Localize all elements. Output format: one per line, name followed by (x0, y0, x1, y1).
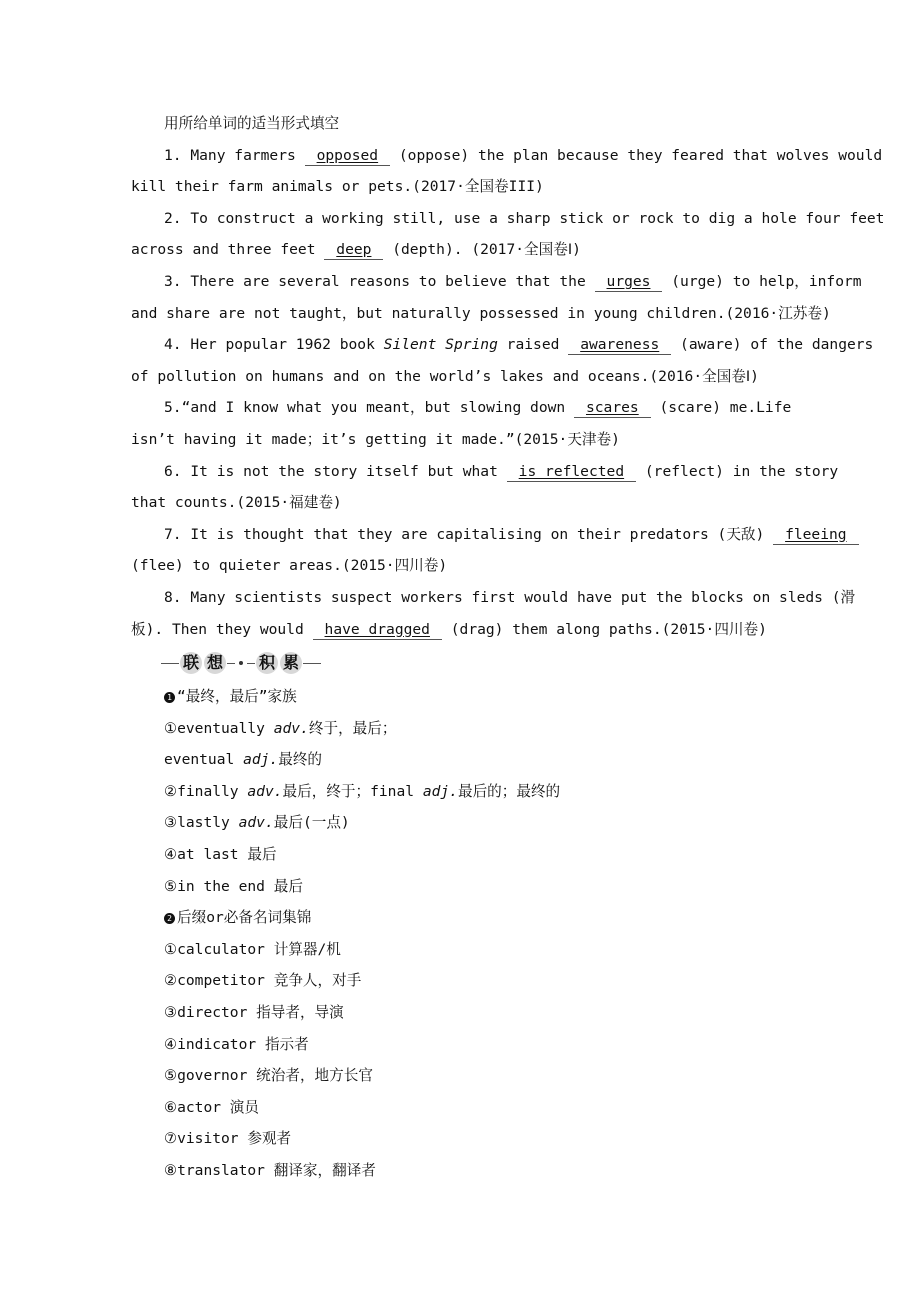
answer-blank: urges (595, 273, 663, 292)
question-item (131, 140, 883, 203)
text-segment: ⑥actor 演员 (164, 1098, 259, 1116)
text-segment: 终于，最后； (308, 719, 397, 737)
dot-separator (239, 661, 243, 665)
text-line (131, 140, 883, 172)
vocab-item (131, 934, 841, 966)
question-item (131, 582, 856, 645)
text-segment: ⑦visitor 参观者 (164, 1130, 292, 1148)
question-item (131, 456, 841, 519)
vocab-item (131, 1155, 841, 1187)
text-segment: and share are not taught，but naturally possessed in young children.(2016·江苏卷) (131, 304, 831, 322)
text-segment: ④indicator 指示者 (164, 1035, 309, 1053)
text-segment: (depth). (2017·全国卷Ⅰ) (383, 241, 581, 259)
text-segment: (aware) of the dangers (671, 336, 874, 354)
answer-blank: fleeing (773, 526, 859, 545)
divider (247, 663, 255, 664)
answer-blank: have dragged (313, 621, 442, 640)
question-list (131, 140, 885, 646)
question-item (131, 519, 847, 582)
answer-blank: scares (574, 399, 651, 418)
vocab-item (131, 871, 841, 903)
text-segment: ⑧translator 翻译家，翻译者 (164, 1162, 376, 1179)
vocab-item (131, 1123, 841, 1155)
number-bullet-icon: 2 (164, 913, 175, 924)
text-segment: 最终的 (278, 751, 323, 769)
answer-blank: opposed (305, 147, 391, 166)
text-segment: 1. Many farmers (164, 146, 305, 164)
vocab-item (131, 839, 841, 871)
text-line (131, 519, 847, 551)
divider (227, 663, 235, 664)
vocab-item (131, 713, 841, 745)
text-segment: raised (497, 336, 569, 354)
text-segment: ④at last 最后 (164, 846, 277, 864)
text-segment: that counts.(2015·福建卷) (131, 494, 342, 512)
text-segment: 最后(一点) (273, 814, 350, 832)
vocab-item (131, 997, 841, 1029)
text-line (131, 487, 841, 519)
group-title-text: “最终，最后”家族 (177, 688, 297, 706)
text-line (131, 171, 841, 203)
vocab-item (131, 1029, 841, 1061)
text-line (131, 203, 885, 235)
text-segment: 7. It is thought that they are capitalising on their predators (天敌) (164, 525, 774, 543)
answer-blank: is reflected (507, 463, 636, 482)
section-header (131, 645, 841, 681)
text-segment: 最后，终于；final (282, 782, 423, 800)
vocab-item (131, 776, 841, 808)
text-segment: 5.“and I know what you meant，but slowing down (164, 399, 574, 417)
divider (161, 663, 179, 664)
vocab-item (131, 807, 841, 839)
header-char: 想 (204, 652, 226, 674)
vocab-groups (131, 681, 841, 1187)
vocab-item (131, 1092, 841, 1124)
answer-blank: awareness (568, 336, 671, 355)
text-segment: ③director 指导者，导演 (164, 1004, 344, 1022)
text-segment: 板). Then they would (131, 620, 313, 638)
vocab-item (131, 1060, 841, 1092)
number-bullet-icon: 1 (164, 692, 175, 703)
group-title-text: 后缀or必备名词集锦 (177, 909, 312, 927)
text-segment: ①calculator 计算器/机 (164, 940, 341, 958)
text-line (131, 298, 841, 330)
italic-text: Silent Spring (383, 336, 498, 354)
text-line (131, 266, 862, 298)
text-segment: (oppose) the plan because they feared that wolves would (390, 146, 883, 164)
text-line (131, 392, 841, 424)
question-item (131, 203, 885, 266)
question-item (131, 329, 874, 392)
group-title (131, 681, 841, 713)
text-segment: (drag) them along paths.(2015·四川卷) (441, 620, 767, 638)
text-line (131, 361, 841, 393)
divider (303, 663, 321, 664)
text-segment: (urge) to help，inform (662, 272, 862, 290)
document-page (131, 108, 885, 1187)
italic-text: adj. (422, 782, 458, 800)
question-item (131, 392, 841, 455)
italic-text: adv. (238, 814, 274, 832)
text-segment: (scare) me.Life (650, 399, 792, 417)
text-segment: kill their farm animals or pets.(2017·全国卷III) (131, 178, 544, 196)
italic-text: adv. (273, 719, 309, 737)
group-title (131, 902, 841, 934)
text-segment: (reflect) in the story (636, 462, 839, 480)
text-segment: 2. To construct a working still, use a sharp stick or rock to dig a hole four feet (164, 209, 885, 227)
text-segment: 最后的；最终的 (457, 782, 561, 800)
italic-text: adv. (247, 782, 283, 800)
answer-blank: deep (324, 241, 383, 260)
text-segment: ②competitor 竞争人，对手 (164, 972, 362, 990)
text-segment: 6. It is not the story itself but what (164, 462, 507, 480)
text-line (131, 456, 841, 488)
text-line (131, 424, 841, 456)
question-item (131, 266, 862, 329)
text-line (131, 234, 841, 266)
vocab-item (131, 965, 841, 997)
text-segment: 3. There are several reasons to believe that the (164, 272, 595, 290)
header-char: 累 (280, 652, 302, 674)
text-segment: isn’t having it made；it’s getting it made.”(2015·天津卷) (131, 430, 620, 448)
text-segment: eventual (164, 751, 244, 769)
header-char: 积 (256, 652, 278, 674)
text-segment: 8. Many scientists suspect workers first would have put the blocks on sleds (滑 (164, 588, 856, 606)
text-segment: 4. Her popular 1962 book (164, 336, 384, 354)
text-line (131, 614, 841, 646)
header-char: 联 (180, 652, 202, 674)
text-segment: of pollution on humans and on the world’s lakes and oceans.(2016·全国卷Ⅰ) (131, 367, 759, 385)
vocab-item (131, 744, 841, 776)
text-segment: across and three feet (131, 241, 325, 259)
instruction: 用所给单词的适当形式填空 (164, 115, 340, 132)
text-line (131, 582, 856, 614)
text-segment: ③lastly (164, 814, 239, 832)
text-segment: ②finally (164, 782, 248, 800)
text-segment: ⑤in the end 最后 (164, 877, 303, 895)
text-segment: (flee) to quieter areas.(2015·四川卷) (131, 557, 448, 575)
text-segment: ①eventually (164, 719, 274, 737)
text-segment: ⑤governor 统治者，地方长官 (164, 1067, 373, 1085)
italic-text: adj. (243, 751, 279, 769)
text-line (131, 550, 841, 582)
text-line (131, 329, 874, 361)
